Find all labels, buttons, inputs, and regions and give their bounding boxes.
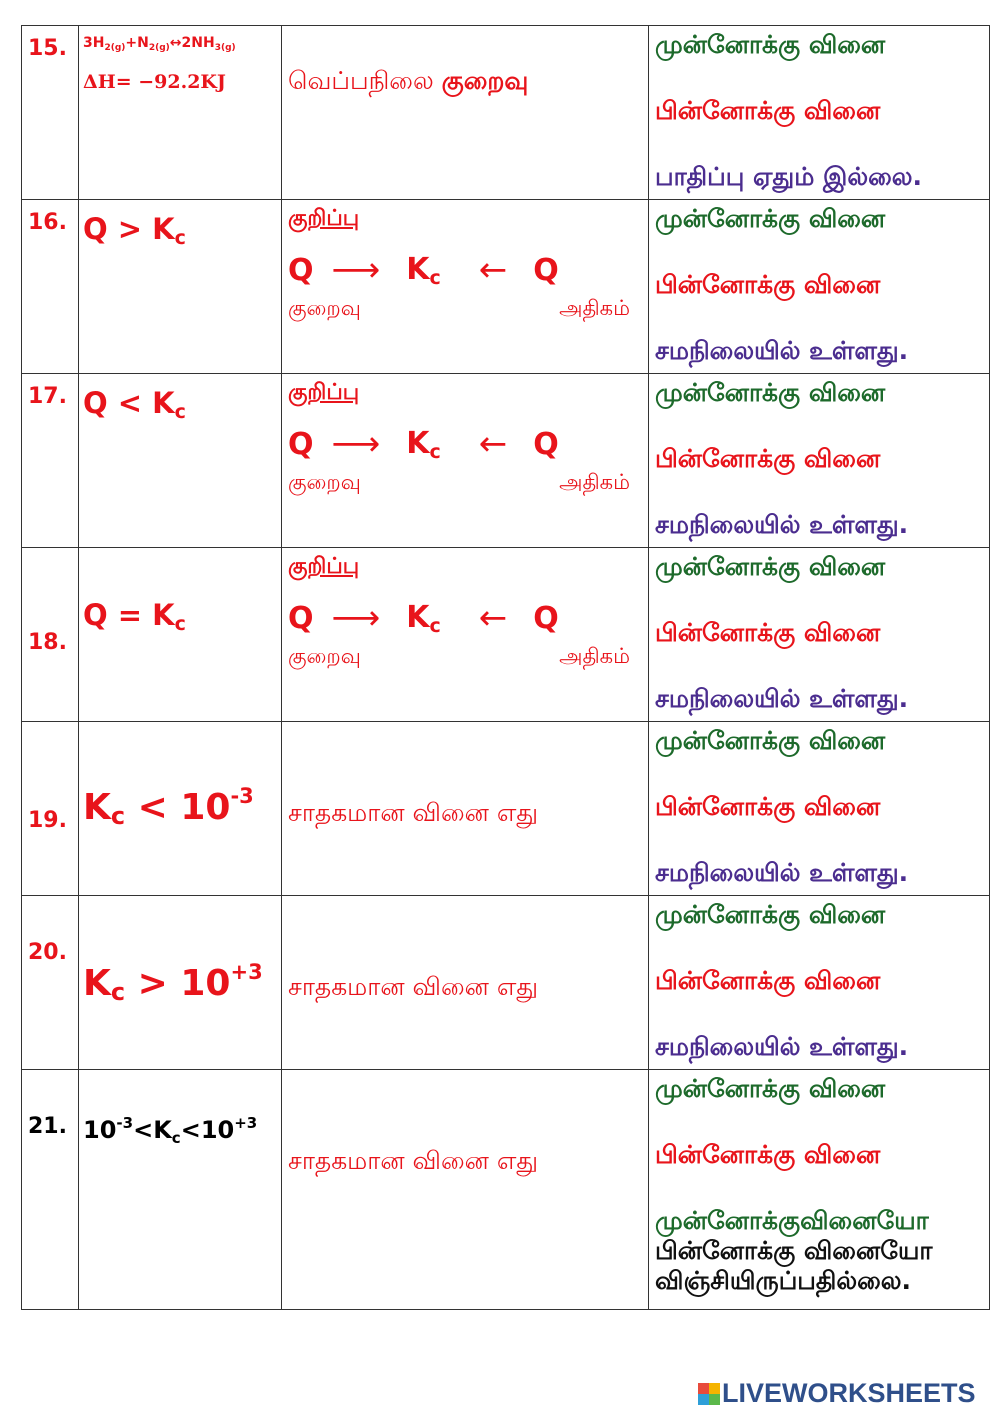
options-cell — [649, 26, 990, 200]
right-arrow-icon: ⟶ — [331, 598, 381, 638]
row-number: 18. — [28, 630, 67, 655]
label-high: அதிகம் — [559, 470, 630, 494]
q-left: Q — [288, 426, 314, 462]
logo-text: LIVEWORKSHEETS — [722, 1378, 976, 1408]
label-low: குறைவு — [288, 470, 361, 494]
option-forward[interactable]: முன்னோக்கு வினை — [655, 30, 886, 59]
question-cell — [282, 896, 649, 1070]
options-cell — [649, 374, 990, 548]
arrow-labels — [282, 638, 648, 671]
row-number-cell — [22, 548, 79, 722]
option-forward[interactable]: முன்னோக்கு வினை — [655, 552, 886, 581]
kc-label: $K_c$ — [406, 251, 441, 289]
row-number-cell — [22, 896, 79, 1070]
question-cell — [282, 1070, 649, 1310]
row-16 — [22, 200, 990, 374]
note-cell — [282, 200, 649, 374]
row-number-cell — [22, 722, 79, 896]
row-21 — [22, 1070, 990, 1310]
options-cell — [649, 896, 990, 1070]
arrow-labels — [282, 464, 648, 497]
arrow-diagram — [282, 582, 648, 638]
option-neither-line-3: விஞ்சியிருப்பதில்லை. — [655, 1266, 912, 1295]
row-19 — [22, 722, 990, 896]
option-backward[interactable]: பின்னோக்கு வினை — [655, 96, 881, 125]
row-number: 19. — [28, 808, 67, 833]
condition-cell — [79, 722, 282, 896]
q-right: Q — [533, 252, 559, 288]
option-backward[interactable]: பின்னோக்கு வினை — [655, 1140, 881, 1169]
question-text: சாதகமான வினை எது — [288, 1146, 539, 1175]
row-number-cell — [22, 1070, 79, 1310]
cond-part: Q = K — [83, 598, 175, 632]
option-no-effect[interactable]: பாதிப்பு ஏதும் இல்லை. — [655, 162, 922, 191]
condition-expression: $K_c > 10^{+3}$ — [83, 960, 263, 1006]
right-arrow-icon: ⟶ — [331, 424, 381, 464]
eq-part: 3H — [83, 35, 105, 51]
condition-expression: $10^{-3}<K_c<10^{+3}$ — [83, 1114, 258, 1147]
options-cell — [649, 200, 990, 374]
option-equilibrium[interactable]: சமநிலையில் உள்ளது. — [655, 684, 909, 713]
eq-part: ↔2NH — [169, 35, 215, 51]
note-heading: குறிப்பு — [288, 380, 360, 405]
option-backward[interactable]: பின்னோக்கு வினை — [655, 966, 881, 995]
left-arrow-icon: ← — [478, 424, 508, 464]
option-forward[interactable]: முன்னோக்கு வினை — [655, 378, 886, 407]
option-equilibrium[interactable]: சமநிலையில் உள்ளது. — [655, 336, 909, 365]
note-heading: குறிப்பு — [288, 206, 360, 231]
eq-sub: 2(g) — [148, 43, 170, 53]
condition-cell — [79, 26, 282, 200]
row-number: 15. — [28, 36, 67, 61]
arrow-diagram — [282, 408, 648, 464]
kc-label: $K_c$ — [406, 425, 441, 463]
reaction-equation — [79, 26, 281, 53]
note-cell — [282, 374, 649, 548]
condition-expression — [79, 200, 281, 249]
row-18 — [22, 548, 990, 722]
condition-cell — [79, 374, 282, 548]
q-left: Q — [288, 252, 314, 288]
row-15 — [22, 26, 990, 200]
question-text: சாதகமான வினை எது — [288, 972, 539, 1001]
condition-expression — [79, 374, 281, 423]
cond-sub: c — [174, 401, 186, 423]
row-20 — [22, 896, 990, 1070]
row-number-cell — [22, 374, 79, 548]
eq-part: +N — [125, 35, 149, 51]
arrow-labels — [282, 290, 648, 323]
option-equilibrium[interactable]: சமநிலையில் உள்ளது. — [655, 1032, 909, 1061]
option-backward[interactable]: பின்னோக்கு வினை — [655, 618, 881, 647]
row-number-cell — [22, 200, 79, 374]
condition-cell — [79, 1070, 282, 1310]
condition-expression: $K_c < 10^{-3}$ — [83, 784, 254, 830]
eq-sub: 3(g) — [214, 43, 236, 53]
row-number: 17. — [28, 384, 67, 409]
option-backward[interactable]: பின்னோக்கு வினை — [655, 792, 881, 821]
row-number: 20. — [28, 940, 67, 965]
label-high: அதிகம் — [559, 644, 630, 668]
option-backward[interactable]: பின்னோக்கு வினை — [655, 270, 881, 299]
question-cell — [282, 722, 649, 896]
factor-highlight: குறைவு — [441, 66, 529, 95]
arrow-diagram — [282, 234, 648, 290]
option-forward[interactable]: முன்னோக்கு வினை — [655, 726, 886, 755]
liveworksheets-logo[interactable] — [698, 1378, 976, 1409]
row-number: 21. — [28, 1114, 67, 1139]
option-equilibrium[interactable]: சமநிலையில் உள்ளது. — [655, 858, 909, 887]
q-right: Q — [533, 426, 559, 462]
option-forward[interactable]: முன்னோக்கு வினை — [655, 204, 886, 233]
left-arrow-icon: ← — [478, 250, 508, 290]
option-forward[interactable]: முன்னோக்கு வினை — [655, 900, 886, 929]
row-number-cell — [22, 26, 79, 200]
options-cell — [649, 548, 990, 722]
liveworksheets-logo-icon — [698, 1383, 720, 1405]
condition-expression — [79, 548, 281, 635]
condition-cell — [79, 548, 282, 722]
option-neither[interactable] — [655, 1206, 989, 1296]
right-arrow-icon: ⟶ — [331, 250, 381, 290]
left-arrow-icon: ← — [478, 598, 508, 638]
q-right: Q — [533, 600, 559, 636]
q-left: Q — [288, 600, 314, 636]
note-heading: குறிப்பு — [288, 554, 360, 579]
option-backward[interactable]: பின்னோக்கு வினை — [655, 444, 881, 473]
label-low: குறைவு — [288, 296, 361, 320]
factor-label: வெப்பநிலை — [288, 66, 434, 95]
factor-text — [282, 26, 648, 99]
kc-label: $K_c$ — [406, 599, 441, 637]
option-neither-line-2: பின்னோக்கு வினையோ — [655, 1236, 933, 1265]
options-cell — [649, 722, 990, 896]
cond-part: Q > K — [83, 212, 175, 246]
equilibrium-worksheet-table — [21, 25, 990, 1310]
option-forward[interactable]: முன்னோக்கு வினை — [655, 1074, 886, 1103]
row-17 — [22, 374, 990, 548]
question-text: சாதகமான வினை எது — [288, 798, 539, 827]
eq-sub: 2(g) — [104, 43, 126, 53]
label-high: அதிகம் — [559, 296, 630, 320]
label-low: குறைவு — [288, 644, 361, 668]
row-number: 16. — [28, 210, 67, 235]
cond-sub: c — [174, 227, 186, 249]
option-neither-line-1: முன்னோக்குவினையோ — [655, 1206, 929, 1235]
note-cell — [282, 548, 649, 722]
cond-part: Q < K — [83, 386, 175, 420]
condition-cell — [79, 200, 282, 374]
option-equilibrium[interactable]: சமநிலையில் உள்ளது. — [655, 510, 909, 539]
condition-cell — [79, 896, 282, 1070]
options-cell — [649, 1070, 990, 1310]
cond-sub: c — [174, 613, 186, 635]
factor-cell — [282, 26, 649, 200]
enthalpy-value: ΔH= −92.2KJ — [83, 71, 226, 93]
